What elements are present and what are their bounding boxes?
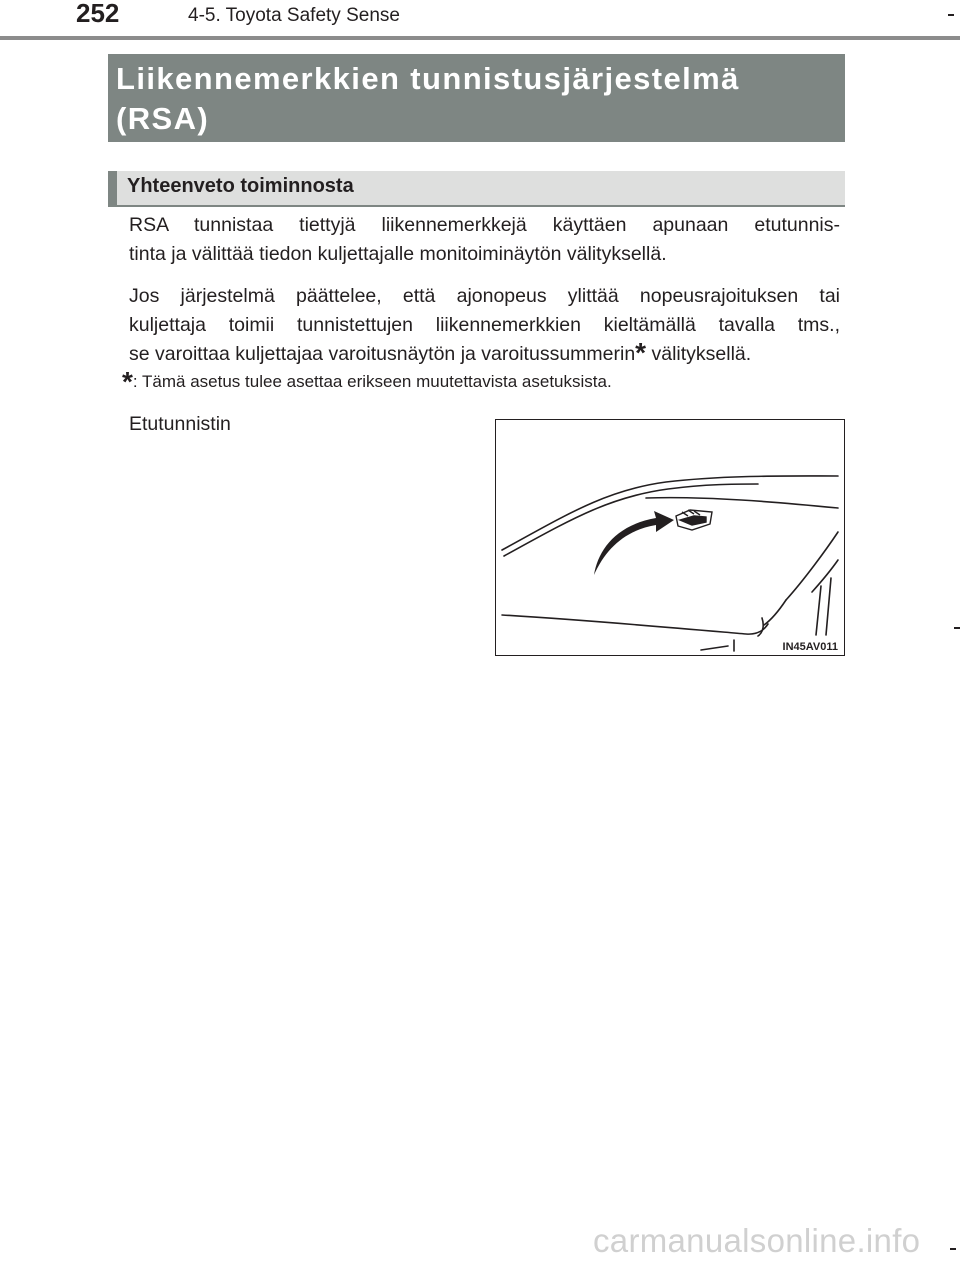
paragraph-1-line-2: tinta ja välittää tiedon kuljettajalle monitoiminäytön välityksellä. [129, 243, 667, 265]
edge-tick-middle [954, 627, 960, 629]
figure-caption: Etutunnistin [129, 413, 231, 435]
figure-illustration [495, 419, 845, 656]
subheading: Yhteenveto toiminnosta [127, 175, 354, 197]
subheading-accent-bar [108, 171, 117, 207]
paragraph-2-line-3-text: se varoittaa kuljettajaa varoitusnäytön ja varoitussummerin [129, 343, 636, 365]
windshield-sensor-drawing [496, 420, 844, 655]
edge-tick-top [948, 14, 954, 16]
edge-tick-bottom [950, 1248, 956, 1250]
hood-line [502, 615, 768, 634]
door-line-1 [816, 586, 821, 635]
hood-curve [758, 618, 763, 636]
paragraph-1-line-1: RSA tunnistaa tiettyjä liikennemerkkejä käyttäen apunaan etutunnis- [129, 214, 840, 236]
a-pillar-inner [812, 560, 838, 592]
footnote-text: : Tämä asetus tulee asettaa erikseen muutettavista asetuksista. [132, 372, 612, 391]
paragraph-1 [129, 211, 840, 269]
pointer-arrow [594, 511, 674, 575]
paragraph-2 [129, 282, 840, 369]
page-title-line-1: Liikennemerkkien tunnistusjärjestelmä [116, 61, 740, 96]
mirror-line [764, 600, 786, 625]
watermark: carmanualsonline.info [593, 1222, 921, 1259]
wiper-line [701, 646, 728, 650]
page-title-line-2: (RSA) [116, 101, 210, 136]
header-rule [0, 36, 960, 40]
paragraph-2-line-3 [129, 337, 840, 369]
title-band [108, 54, 845, 142]
windshield-top-edge [646, 498, 838, 508]
page-title [116, 59, 835, 139]
roof-line-inner [504, 484, 758, 556]
asterisk-marker: * [635, 337, 647, 368]
page-number: 252 [76, 0, 120, 28]
door-line-2 [826, 578, 831, 635]
paragraph-2-line-1: Jos järjestelmä päättelee, että ajonopeus ylittää nopeusrajoituksen tai [129, 285, 840, 307]
paragraph-2-line-3-end: välityksellä. [646, 343, 752, 365]
section-label: 4-5. Toyota Safety Sense [188, 5, 400, 26]
front-sensor-icon [676, 510, 712, 530]
paragraph-2-line-2: kuljettaja toimii tunnistettujen liikennemerkkien kieltämällä tavalla tms., [129, 314, 840, 336]
footnote [122, 366, 842, 397]
subheading-band [108, 171, 845, 207]
footnote-marker: * [122, 366, 133, 397]
roof-line [502, 476, 838, 550]
figure-code: IN45AV011 [782, 641, 838, 653]
